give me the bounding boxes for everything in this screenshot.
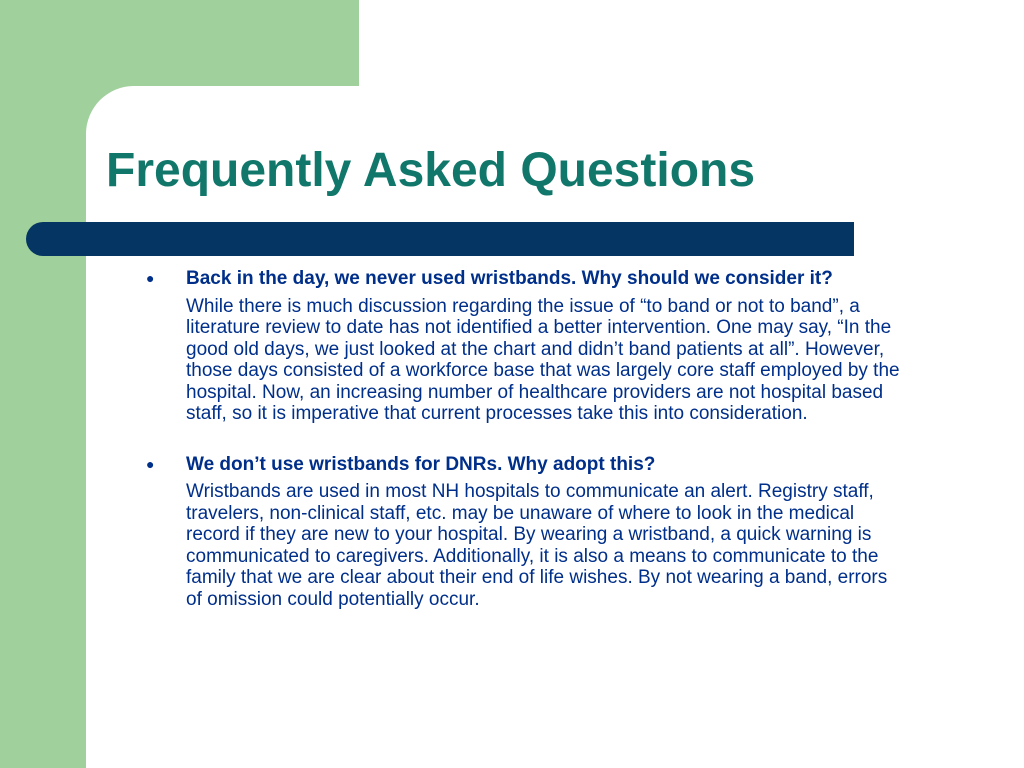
faq-list	[140, 268, 900, 639]
bullet-icon: ●	[146, 455, 155, 472]
faq-answer: Wristbands are used in most NH hospitals to communicate an alert. Registry staff, travelers, non-clinical staff, etc. may be unaware of where to look in the medical record if they are new to your hospital. By wearing a wristband, a quick warning is communicated to caregivers. Additionally, it is also a means to communicate to the family that we are clear about their end of life wishes. By not wearing a band, errors of omission could potentially occur.	[186, 481, 888, 610]
faq-item	[140, 454, 900, 611]
faq-answer: While there is much discussion regarding the issue of “to band or not to band”, a literature review to date has not identified a better intervention. One may say, “In the good old days, we just looked at the chart and didn’t band patients at all”. However, those days consisted of a workforce base that was largely core staff employed by the hospital. Now, an increasing number of healthcare providers are not hospital based staff, so it is imperative that current processes take this into consideration.	[186, 295, 900, 424]
bullet-icon: ●	[146, 270, 155, 286]
faq-question: We don’t use wristbands for DNRs. Why adopt this?	[186, 453, 656, 475]
title-underline-bar	[26, 222, 854, 256]
slide-title: Frequently Asked Questions	[106, 144, 756, 197]
faq-question: Back in the day, we never used wristbands. Why should we consider it?	[186, 268, 833, 289]
faq-item	[140, 268, 900, 425]
